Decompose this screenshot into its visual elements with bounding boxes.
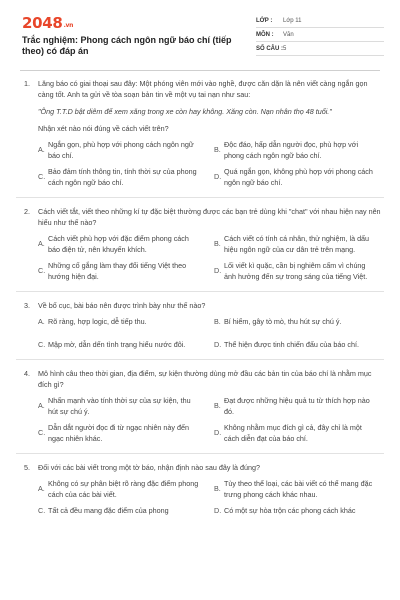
option-letter: D. bbox=[214, 172, 222, 182]
option-b[interactable] bbox=[214, 234, 382, 255]
option-text: Cách viết phù hợp với đặc điểm phong cách báo điện tử, nên khuyến khích. bbox=[48, 234, 189, 254]
option-a[interactable] bbox=[38, 317, 206, 328]
option-d[interactable] bbox=[214, 506, 382, 517]
option-text: Không nhằm mục đích gì cả, đây chỉ là một cách diễn đạt của báo chí. bbox=[224, 423, 362, 443]
question-text bbox=[24, 368, 382, 390]
question-number: 5. bbox=[24, 463, 30, 472]
question-text bbox=[24, 78, 382, 134]
option-b[interactable] bbox=[214, 396, 382, 417]
logo-main: 2048 bbox=[22, 14, 63, 32]
option-letter: C. bbox=[38, 266, 46, 276]
option-text: Đạt được những hiệu quả tu từ thích hợp nào đó. bbox=[224, 396, 370, 416]
option-b[interactable] bbox=[214, 317, 382, 328]
question-number: 3. bbox=[24, 301, 30, 310]
option-letter: D. bbox=[214, 339, 222, 349]
header bbox=[0, 0, 400, 70]
option-letter: D. bbox=[214, 266, 222, 276]
question-number: 2. bbox=[24, 207, 30, 216]
question-separator bbox=[16, 359, 384, 360]
meta-grade-label: LỚP : bbox=[256, 17, 273, 24]
option-text: Ngắn gọn, phù hợp với phong cách ngôn ngữ báo chí. bbox=[48, 140, 194, 160]
option-text: Quá ngắn gọn, không phù hợp với phong cách ngôn ngữ báo chí. bbox=[224, 167, 373, 187]
option-letter: A. bbox=[38, 317, 45, 326]
option-letter: A. bbox=[38, 145, 45, 155]
answer-options bbox=[24, 479, 382, 517]
option-c[interactable] bbox=[38, 423, 206, 444]
option-text: Mập mờ, dẫn dến tình trạng hiểu nước đôi. bbox=[48, 339, 186, 349]
question-body: Cách viết tắt, viết theo những kí tự đặc biệt thường được các bạn trẻ dùng khi "chat" với nhau hiện nay nên hiểu như thế nào? bbox=[38, 207, 381, 227]
question-body: Mô hình câu theo thời gian, địa điểm, sự kiện thường dùng mở đầu các bản tin của báo chí là nhằm mục đích gì? bbox=[38, 369, 372, 389]
option-d[interactable] bbox=[214, 261, 382, 282]
option-a[interactable] bbox=[38, 396, 206, 417]
option-letter: C. bbox=[38, 428, 46, 438]
question-separator bbox=[16, 453, 384, 454]
option-letter: C. bbox=[38, 172, 46, 182]
question-body: Về bố cục, bài báo nên được trình bày như thế nào? bbox=[38, 301, 206, 310]
question-separator bbox=[16, 197, 384, 198]
option-d[interactable] bbox=[214, 340, 382, 351]
question-number: 4. bbox=[24, 369, 30, 378]
option-c[interactable] bbox=[38, 167, 206, 188]
option-text: Tất cả đều mang đặc điểm của phong bbox=[48, 506, 169, 515]
logo-sub: .vn bbox=[63, 22, 74, 29]
option-letter: C. bbox=[38, 339, 46, 349]
option-text: Bảo đảm tính thông tin, tính thời sự của phong cách ngôn ngữ báo chí. bbox=[48, 167, 197, 187]
meta-subject bbox=[256, 28, 384, 42]
option-text: Không có sự phân biệt rõ ràng đặc điểm phong cách của các bài viết. bbox=[48, 479, 199, 499]
question-4 bbox=[0, 368, 400, 444]
meta-count bbox=[256, 42, 384, 56]
answer-options bbox=[24, 317, 382, 350]
question-text bbox=[24, 206, 382, 228]
option-text: Tùy theo thể loại, các bài viết có thể mang đặc trưng phong cách khác nhau. bbox=[224, 479, 373, 499]
option-letter: A. bbox=[38, 484, 45, 494]
option-d[interactable] bbox=[214, 423, 382, 444]
meta-subject-label: MÔN : bbox=[256, 31, 274, 38]
meta-subject-value: Văn bbox=[283, 31, 294, 38]
meta-count-label: SỐ CÂU : bbox=[256, 45, 283, 52]
option-text: Những cố gắng làm thay đổi tiếng Việt theo hướng hiện đại. bbox=[48, 261, 187, 281]
option-letter: B. bbox=[214, 145, 221, 155]
option-text: Bí hiểm, gây tò mò, thu hút sự chú ý. bbox=[224, 317, 342, 326]
header-divider bbox=[20, 70, 380, 71]
option-b[interactable] bbox=[214, 140, 382, 161]
option-text: Lối viết kì quặc, cần bị nghiêm cấm vì chúng ảnh hưởng đến sự trong sáng của tiếng Việt. bbox=[224, 261, 368, 281]
question-text bbox=[24, 462, 382, 473]
meta-grade bbox=[256, 14, 384, 28]
option-text: Thể hiện được tinh chiến đấu của báo chí. bbox=[224, 339, 359, 349]
option-letter: D. bbox=[214, 506, 222, 515]
question-2 bbox=[0, 206, 400, 282]
answer-options bbox=[24, 234, 382, 282]
question-number: 1. bbox=[24, 79, 30, 88]
option-text: Nhấn mạnh vào tính thời sự của sự kiện, thu hút sự chú ý. bbox=[48, 396, 191, 416]
option-b[interactable] bbox=[214, 479, 382, 500]
option-c[interactable] bbox=[38, 261, 206, 282]
question-body: Lăng báo có giai thoại sau đây: Một phóng viên mới vào nghề, được căn dặn là nên viết càng ngắn gọn càng tốt. Anh ta gửi về tòa soạn bản tin về một vụ tai nạn như sau: bbox=[38, 79, 368, 99]
answer-options bbox=[24, 140, 382, 188]
question-5 bbox=[0, 462, 400, 517]
question-text bbox=[24, 300, 382, 311]
option-c[interactable] bbox=[38, 506, 206, 517]
option-text: Có một sự hòa trộn các phong cách khác bbox=[224, 506, 356, 515]
option-text: Dẫn dắt người đọc đi từ ngạc nhiên này đến ngạc nhiên khác. bbox=[48, 423, 190, 443]
option-text: Độc đáo, hấp dẫn người đọc, phù hợp với phong cách ngôn ngữ báo chí. bbox=[224, 140, 359, 160]
question-prompt: Nhận xét nào nói đúng về cách viết trên? bbox=[38, 124, 169, 133]
question-3 bbox=[0, 300, 400, 350]
question-body: Đối với các bài viết trong một tờ báo, nhận định nào sau đây là đúng? bbox=[38, 463, 260, 472]
option-text: Cách viết có tính cá nhân, thử nghiệm, là dấu hiệu ngôn ngữ của cư dân trẻ trên mạng. bbox=[224, 234, 370, 254]
meta-grade-value: Lớp 11 bbox=[283, 17, 302, 24]
option-letter: B. bbox=[214, 401, 221, 411]
option-letter: C. bbox=[38, 506, 46, 515]
option-a[interactable] bbox=[38, 479, 206, 500]
option-letter: D. bbox=[214, 428, 222, 438]
option-letter: B. bbox=[214, 484, 221, 494]
option-letter: A. bbox=[38, 239, 45, 249]
option-letter: A. bbox=[38, 401, 45, 411]
question-quote: "Ông T.T.D bật diêm để xem xăng trong xe còn hay không. Xăng còn. Nạn nhân thọ 48 tuổi." bbox=[38, 107, 332, 116]
quiz-title: Trắc nghiệm: Phong cách ngôn ngữ báo chí (tiếp theo) có đáp án bbox=[22, 35, 232, 56]
option-text: Rõ ràng, hợp logic, dễ tiếp thu. bbox=[48, 317, 147, 326]
question-1 bbox=[0, 78, 400, 188]
option-a[interactable] bbox=[38, 140, 206, 161]
option-d[interactable] bbox=[214, 167, 382, 188]
option-letter: B. bbox=[214, 239, 221, 249]
option-letter: B. bbox=[214, 317, 221, 326]
question-list bbox=[0, 78, 400, 526]
question-separator bbox=[16, 291, 384, 292]
quiz-meta bbox=[256, 14, 384, 56]
meta-count-value: 5 bbox=[283, 45, 287, 52]
option-a[interactable] bbox=[38, 234, 206, 255]
option-c[interactable] bbox=[38, 340, 206, 351]
answer-options bbox=[24, 396, 382, 444]
